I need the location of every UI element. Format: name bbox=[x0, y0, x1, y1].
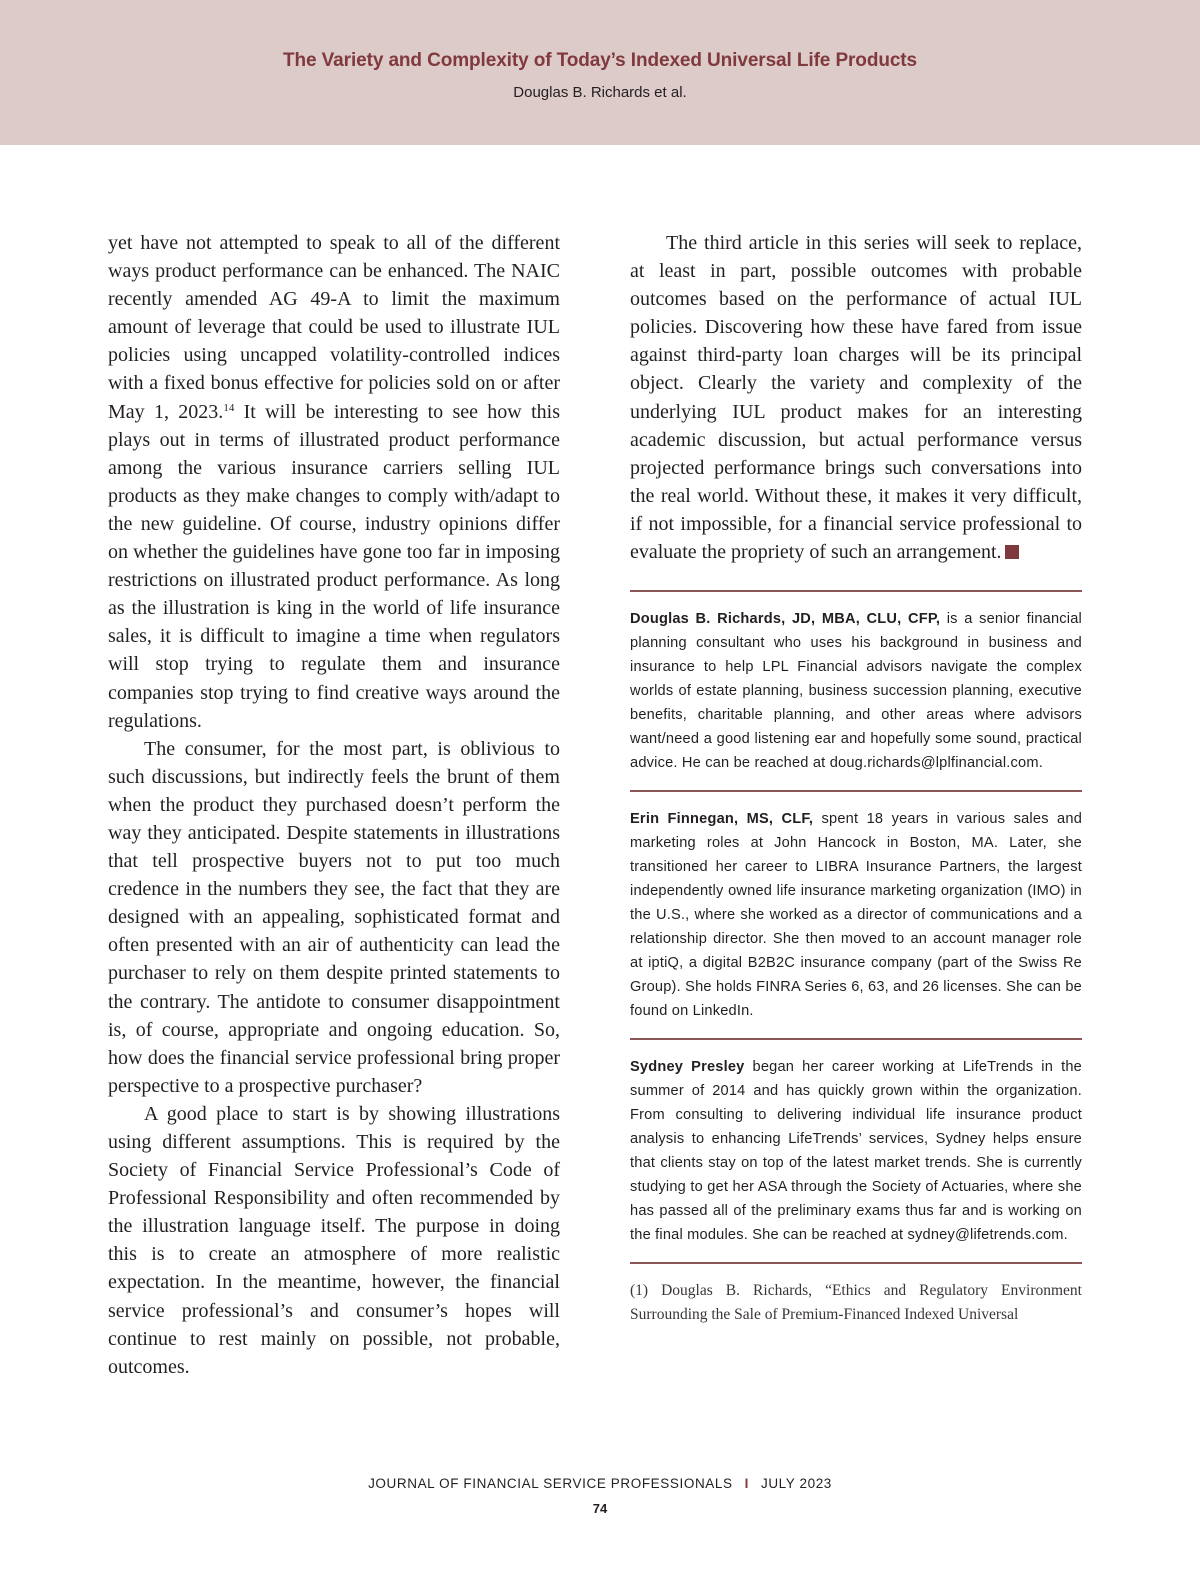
author-name: Douglas B. Richards, JD, MBA, CLU, CFP, bbox=[630, 611, 941, 628]
divider bbox=[630, 790, 1082, 792]
body-paragraph: The consumer, for the most part, is oblivious to such discussions, but indirectly feels the brunt of them when the product they purchased doesn’t perform the way they anticipated. Despite statements in illustrations that tell prospective buyers not to put too much credence in the numbers they see, the fact that they are designed with an appealing, sophisticated format and often presented with an air of authenticity can lead the purchaser to rely on them despite printed statements to the contrary. The antidote to consumer disappointment is, of course, appropriate and ongoing education. So, how does the financial service professional bring proper perspective to a prospective purchaser? bbox=[108, 737, 560, 1097]
issue-date: JULY 2023 bbox=[760, 1476, 832, 1491]
footnote: (1) Douglas B. Richards, “Ethics and Regulatory Environment Surrounding the Sale of Premium-Financed Indexed Universal bbox=[630, 1282, 1082, 1324]
divider bbox=[630, 1038, 1082, 1040]
article-title: The Variety and Complexity of Today’s Indexed Universal Life Products bbox=[283, 50, 917, 71]
article-authors: Douglas B. Richards et al. bbox=[513, 84, 687, 101]
author-bio: Sydney Presley began her career working at LifeTrends in the summer of 2014 and has quickly grown within the organization. From consulting to delivering individual life insurance product analysis to enhancing LifeTrends’ services, Sydney helps ensure that clients stay on top of the latest market trends. She is currently studying to get her ASA through the Society of Actuaries, where she has passed all of the preliminary exams thus far and is working on the final modules. She can be reached at sydney@lifetrends.com. bbox=[630, 1059, 1082, 1244]
footnote-reference[interactable]: 14 bbox=[223, 401, 235, 414]
page-number: 74 bbox=[592, 1501, 608, 1516]
body-paragraph: A good place to start is by showing illustrations using different assumptions. This is required by the Society of Financial Service Professional’s Code of Professional Responsibility and often recommended by the illustration language itself. The purpose in doing this is to create an atmosphere of more realistic expectation. In the meantime, however, the financial service professional’s and consumer’s hopes will continue to rest mainly on possible, not probable, outcomes. bbox=[108, 1102, 560, 1378]
footer-running-title bbox=[0, 1476, 1200, 1491]
footer-separator: I bbox=[744, 1476, 749, 1491]
author-bio: Douglas B. Richards, JD, MBA, CLU, CFP, is a senior financial planning consultant who uses his background in business and insurance to help LPL Financial advisors navigate the complex worlds of estate planning, business succession planning, executive benefits, charitable planning, and other areas where advisors want/need a good listening ear and hopefully some sound, practical advice. He can be reached at doug.richards@lplfinancial.com. bbox=[630, 611, 1082, 772]
author-name: Erin Finnegan, MS, CLF, bbox=[630, 811, 814, 828]
end-of-article-mark bbox=[1005, 545, 1019, 559]
divider bbox=[630, 590, 1082, 592]
body-paragraph: yet have not attempted to speak to all of the different ways product performance can be enhanced. The NAIC recently amended AG 49-A to limit the maximum amount of leverage that could be used to illustrate IUL policies using uncapped volatility-controlled indices with a fixed bonus effective for policies sold on or after May 1, 2023.14 It will be interesting to see how this plays out in terms of illustrated product performance among the various insurance carriers selling IUL products as they make changes to comply with/adapt to the new guideline. Of course, industry opinions differ on whether the guidelines have gone too far in imposing restrictions on illustrated product performance. As long as the illustration is king in the world of life insurance sales, it is difficult to imagine a time when regulators will stop trying to regulate them and insurance companies stop trying to find creative ways around the regulations. bbox=[108, 232, 560, 732]
body-paragraph: The third article in this series will seek to replace, at least in part, possible outcomes with probable outcomes based on the performance of actual IUL policies. Discovering how these have fared from issue against third-party loan charges will be its principal object. Clearly the variety and complexity of the underlying IUL product makes for an interesting academic discussion, but actual performance versus projected performance brings such conversations into the real world. Without these, it makes it very difficult, if not impossible, for a financial service professional to evaluate the propriety of such an arrangement. bbox=[630, 232, 1082, 564]
author-bio: Erin Finnegan, MS, CLF, spent 18 years in various sales and marketing roles at John Hancock in Boston, MA. Later, she transitioned her career to LIBRA Insurance Partners, the largest independently owned life insurance marketing organization (IMO) in the U.S., where she worked as a director of communications and a relationship director. She then moved to an account manager role at iptiQ, a digital B2B2C insurance company (part of the Swiss Re Group). She holds FINRA Series 6, 63, and 26 licenses. She can be found on LinkedIn. bbox=[630, 811, 1083, 1020]
right-column bbox=[630, 229, 1082, 1327]
divider bbox=[630, 1262, 1082, 1264]
left-column bbox=[108, 229, 560, 1381]
header-band bbox=[0, 0, 1200, 145]
author-name: Sydney Presley bbox=[630, 1059, 745, 1076]
journal-name: JOURNAL OF FINANCIAL SERVICE PROFESSIONALS bbox=[368, 1476, 733, 1491]
